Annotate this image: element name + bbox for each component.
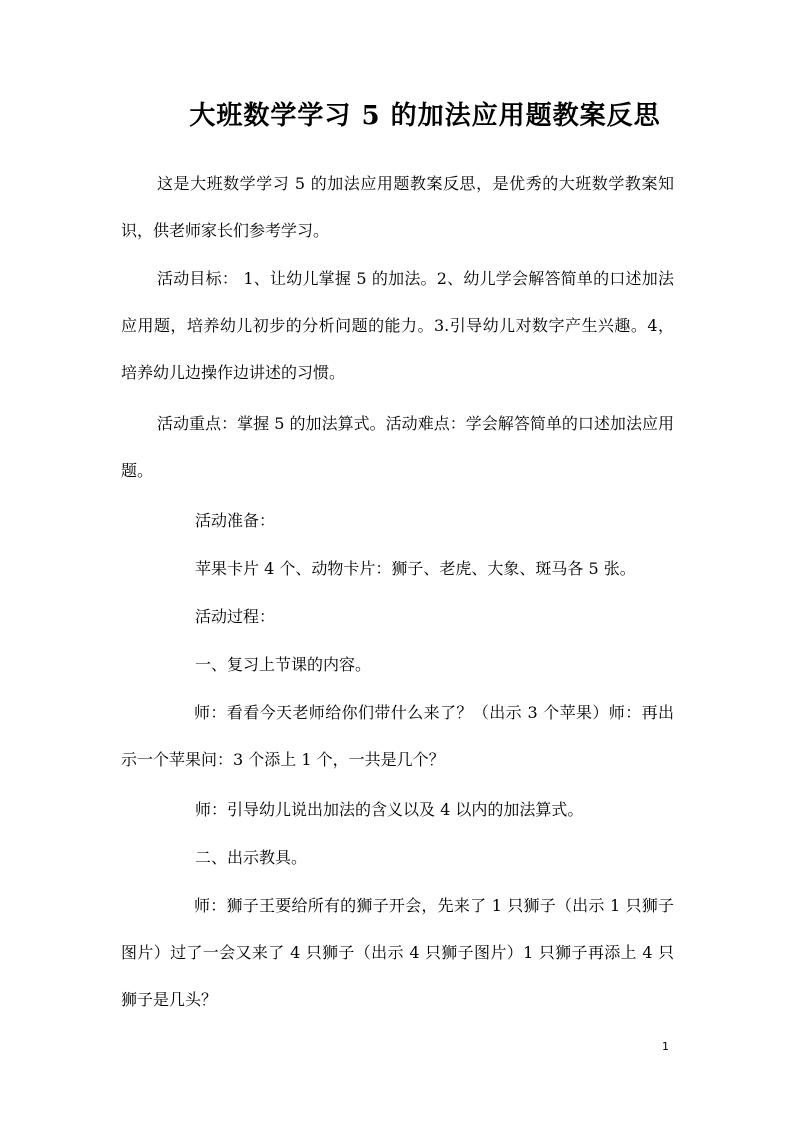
document-title: 大班数学学习 5 的加法应用题教案反思 <box>189 101 661 131</box>
step-one-guidance: 师：引导幼儿说出加法的含义以及 4 以内的加法算式。 <box>195 800 584 819</box>
intro-paragraph: 这是大班数学学习 5 的加法应用题教案反思，是优秀的大班数学教案知识，供老师家长们参考学习。 <box>121 174 674 240</box>
step-one-dialogue: 师：看看今天老师给你们带什么来了？（出示 3 个苹果）师：再出示一个苹果问：3 个添上 1 个，一共是几个？ <box>121 703 674 769</box>
preparation-materials: 苹果卡片 4 个、动物卡片：狮子、老虎、大象、斑马各 5 张。 <box>195 559 636 578</box>
page-number: 1 <box>662 1040 669 1053</box>
key-points-paragraph: 活动重点：掌握 5 的加法算式。活动难点：学会解答简单的口述加法应用题。 <box>121 414 674 480</box>
process-heading: 活动过程： <box>195 607 276 626</box>
preparation-heading: 活动准备： <box>195 511 276 530</box>
step-two-heading: 二、出示教具。 <box>195 848 308 867</box>
objectives-paragraph: 活动目标： 1、让幼儿掌握 5 的加法。2、幼儿学会解答简单的口述加法应用题，培养幼儿初步的分析问题的能力。3.引导幼儿对数字产生兴趣。4，培养幼儿边操作边讲述的习惯。 <box>121 269 674 382</box>
step-two-dialogue: 师：狮子王要给所有的狮子开会，先来了 1 只狮子（出示 1 只狮子图片）过了一会又来了 4 只狮子（出示 4 只狮子图片）1 只狮子再添上 4 只狮子是几头？ <box>121 896 674 1009</box>
step-one-heading: 一、复习上节课的内容。 <box>195 655 372 674</box>
